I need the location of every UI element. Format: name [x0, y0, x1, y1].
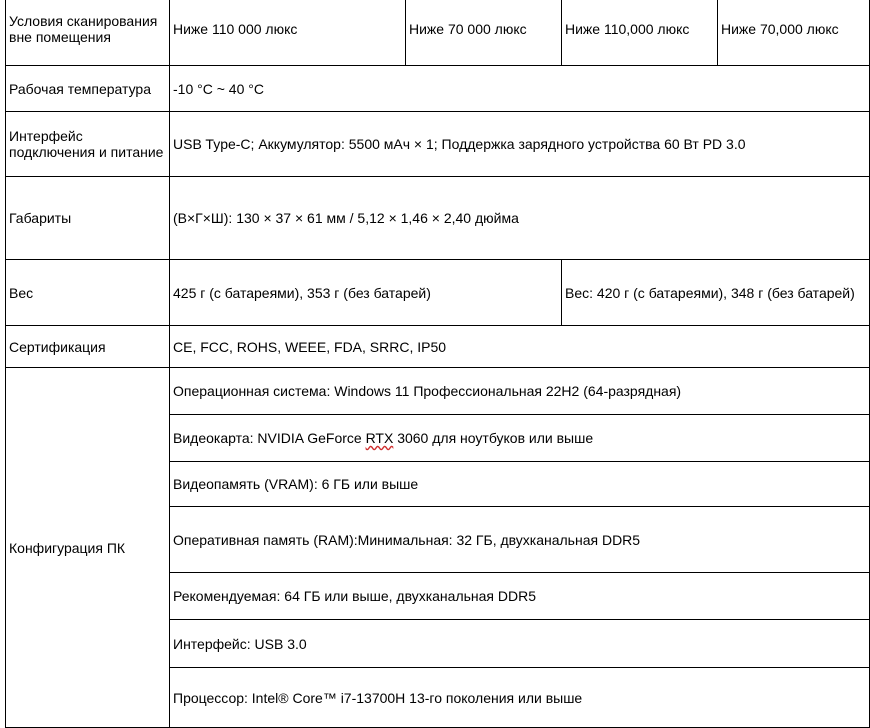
table-row	[6, 112, 870, 177]
row-label: Габариты	[6, 177, 170, 260]
row-label: Интерфейс подключения и питание	[6, 112, 170, 177]
row-label: Рабочая температура	[6, 66, 170, 112]
table-cell: -10 °C ~ 40 °C	[170, 66, 870, 112]
spec-table	[5, 0, 870, 728]
row-label: Сертификация	[6, 326, 170, 368]
table-cell: 425 г (с батареями), 353 г (без батарей)	[170, 260, 562, 326]
table-row	[6, 326, 870, 368]
table-cell: Операционная система: Windows 11 Профессиональная 22H2 (64-разрядная)	[170, 368, 870, 415]
table-row	[6, 260, 870, 326]
table-cell: Оперативная память (RAM):Минимальная: 32 ГБ, двухканальная DDR5	[170, 507, 870, 573]
table-row	[6, 368, 870, 415]
table-cell: Рекомендуемая: 64 ГБ или выше, двухканальная DDR5	[170, 573, 870, 620]
gpu-text-prefix: Видеокарта: NVIDIA GeForce	[173, 430, 366, 446]
table-cell: Ниже 110,000 люкс	[562, 0, 718, 66]
table-cell: (В×Г×Ш): 130 × 37 × 61 мм / 5,12 × 1,46 × 2,40 дюйма	[170, 177, 870, 260]
gpu-text-suffix: 3060 для ноутбуков или выше	[393, 430, 594, 446]
table-row	[6, 177, 870, 260]
table-row	[6, 0, 870, 66]
table-cell: Ниже 70,000 люкс	[718, 0, 870, 66]
table-cell: Видеопамять (VRAM): 6 ГБ или выше	[170, 462, 870, 507]
table-row	[6, 66, 870, 112]
row-label: Вес	[6, 260, 170, 326]
table-cell: USB Type-C; Аккумулятор: 5500 мАч × 1; Поддержка зарядного устройства 60 Вт PD 3.0	[170, 112, 870, 177]
table-cell: Вес: 420 г (с батареями), 348 г (без батарей)	[562, 260, 870, 326]
table-cell: CE, FCC, ROHS, WEEE, FDA, SRRC, IP50	[170, 326, 870, 368]
table-cell: Процессор: Intel® Core™ i7-13700H 13-го поколения или выше	[170, 668, 870, 728]
table-cell: Ниже 110 000 люкс	[170, 0, 406, 66]
table-cell	[170, 415, 870, 462]
row-label: Условия сканирования вне помещения	[6, 0, 170, 66]
row-label: Конфигурация ПК	[6, 368, 170, 728]
table-cell: Интерфейс: USB 3.0	[170, 620, 870, 668]
table-cell: Ниже 70 000 люкс	[406, 0, 562, 66]
gpu-text-rtx: RTX	[365, 430, 394, 446]
